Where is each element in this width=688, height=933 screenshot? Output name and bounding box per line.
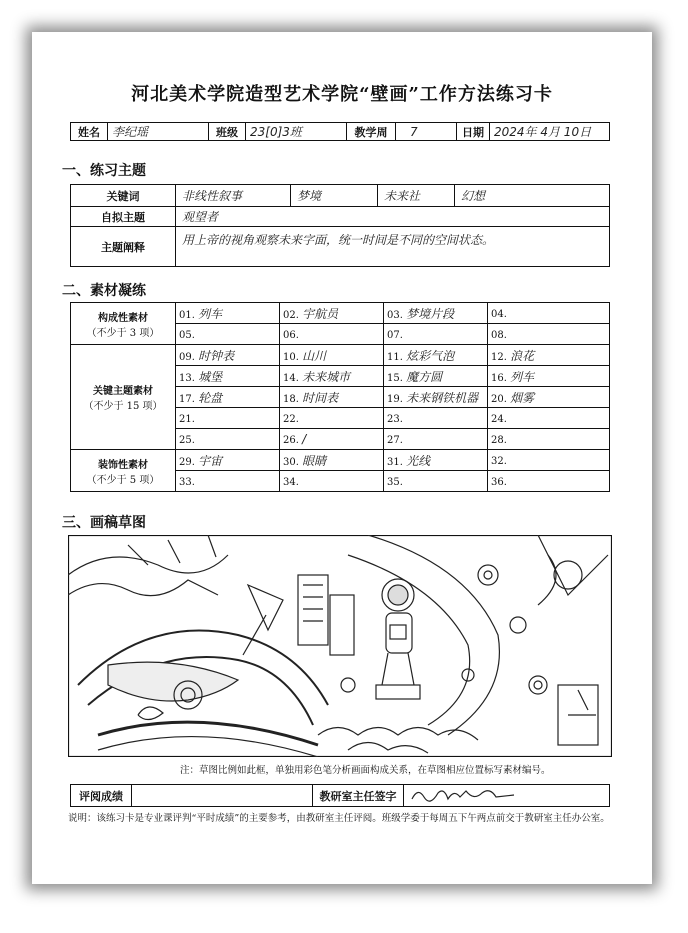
section-sketch: 三、画稿草图 xyxy=(62,515,146,531)
material-text: 时钟表 xyxy=(198,348,235,363)
material-num: 17. xyxy=(179,393,195,405)
material-num: 19. xyxy=(387,393,403,405)
material-text: 时间表 xyxy=(302,390,339,405)
material-num: 35. xyxy=(387,477,403,488)
material-text: 魔方圆 xyxy=(406,369,443,384)
material-text: 列车 xyxy=(510,369,535,384)
own-theme-label: 自拟主题 xyxy=(71,207,176,227)
material-num: 06. xyxy=(283,330,299,341)
material-cell xyxy=(176,303,280,324)
material-num: 30. xyxy=(283,456,299,468)
material-text: 列车 xyxy=(198,306,223,321)
section-material: 二、素材凝练 xyxy=(62,283,146,299)
material-num: 24. xyxy=(491,414,507,425)
material-num: 07. xyxy=(387,330,403,341)
material-num: 10. xyxy=(283,351,299,363)
material-num: 14. xyxy=(283,372,299,384)
explain-value: 用上帝的视角观察未来字面，统一时间是不同的空间状态。 xyxy=(176,227,610,267)
material-num: 32. xyxy=(491,456,507,467)
material-num: 18. xyxy=(283,393,299,405)
footer-table xyxy=(70,784,610,807)
class-value: 23[0]3班 xyxy=(246,123,347,141)
material-num: 21. xyxy=(179,414,195,425)
director-label: 教研室主任签字 xyxy=(313,785,404,807)
material-text: 浪花 xyxy=(510,348,535,363)
deco-label: 装饰性素材 xyxy=(98,459,148,471)
material-num: 13. xyxy=(179,372,195,384)
material-num: 29. xyxy=(179,456,195,468)
material-num: 05. xyxy=(179,330,195,341)
date-value: 2024年 4月 10日 xyxy=(490,123,610,141)
material-num: 26. xyxy=(283,435,299,446)
name-value: 李纪瑶 xyxy=(108,123,209,141)
material-num: 03. xyxy=(387,309,403,321)
week-label: 教学周 xyxy=(347,123,396,141)
material-cell xyxy=(488,303,610,324)
practice-card-sheet xyxy=(32,32,652,884)
structural-label-cell xyxy=(71,303,176,345)
name-label: 姓名 xyxy=(71,123,108,141)
material-cell xyxy=(384,303,488,324)
material-text: 光线 xyxy=(406,453,431,468)
material-num: 28. xyxy=(491,435,507,446)
material-text: 山川 xyxy=(302,348,327,363)
keyword-2: 梦境 xyxy=(291,185,378,207)
material-text: 炫彩气泡 xyxy=(406,348,455,363)
material-text: 梦境片段 xyxy=(406,306,455,321)
material-num: 27. xyxy=(387,435,403,446)
sketch-drawing xyxy=(68,535,612,757)
structural-sub: （不少于 3 项） xyxy=(86,327,160,339)
key-label-cell xyxy=(71,345,176,450)
material-text: 烟雾 xyxy=(510,390,535,405)
keyword-1: 非线性叙事 xyxy=(176,185,291,207)
material-num: 16. xyxy=(491,372,507,384)
footer-note: 说明：该练习卡是专业课评判“平时成绩”的主要参考，由教研室主任评阅。班级学委于每周五下午两点前交于教研室主任办公室。 xyxy=(68,813,610,824)
class-label: 班级 xyxy=(209,123,246,141)
material-num: 20. xyxy=(491,393,507,405)
structural-label: 构成性素材 xyxy=(98,312,148,324)
material-num: 36. xyxy=(491,477,507,488)
sketch-caption: 注：草图比例如此框，单独用彩色笔分析画面构成关系，在草图相应位置标写素材编号。 xyxy=(180,765,551,776)
material-num: 25. xyxy=(179,435,195,446)
material-num: 22. xyxy=(283,414,299,425)
material-num: 08. xyxy=(491,330,507,341)
grade-value xyxy=(132,785,313,807)
material-text: 未来城市 xyxy=(302,369,351,384)
material-num: 31. xyxy=(387,456,403,468)
deco-sub: （不少于 5 项） xyxy=(86,474,160,486)
material-cell xyxy=(488,324,610,345)
signature-scribble xyxy=(404,785,524,803)
section-practice-theme: 一、练习主题 xyxy=(62,163,146,179)
explain-label: 主题阐释 xyxy=(71,227,176,267)
material-cell xyxy=(280,324,384,345)
material-text: 眼睛 xyxy=(302,453,327,468)
keyword-3: 未来社 xyxy=(378,185,455,207)
keyword-label: 关键词 xyxy=(71,185,176,207)
material-num: 11. xyxy=(387,351,403,363)
material-table xyxy=(70,302,610,492)
material-num: 04. xyxy=(491,309,507,320)
material-text: 宇宙 xyxy=(198,453,223,468)
material-num: 09. xyxy=(179,351,195,363)
keyword-4: 幻想 xyxy=(455,185,610,207)
material-cell xyxy=(280,303,384,324)
material-num: 12. xyxy=(491,351,507,363)
material-num: 15. xyxy=(387,372,403,384)
material-num: 34. xyxy=(283,477,299,488)
material-num: 23. xyxy=(387,414,403,425)
card-title: 河北美术学院造型艺术学院“壁画”工作方法练习卡 xyxy=(131,84,553,105)
material-text: 未来钢铁机器 xyxy=(406,390,479,405)
material-text: 宇航员 xyxy=(302,306,339,321)
own-theme-value: 观望者 xyxy=(176,207,610,227)
key-label: 关键主题素材 xyxy=(93,386,153,397)
material-num: 01. xyxy=(179,309,195,321)
material-num: 33. xyxy=(179,477,195,488)
theme-table xyxy=(70,184,610,267)
key-sub: （不少于 15 项） xyxy=(83,401,163,412)
date-label: 日期 xyxy=(457,123,490,141)
material-cell xyxy=(384,324,488,345)
material-text: 城堡 xyxy=(198,369,223,384)
material-text: / xyxy=(302,432,307,446)
material-num: 02. xyxy=(283,309,299,321)
deco-label-cell xyxy=(71,450,176,492)
material-text: 轮盘 xyxy=(198,390,223,405)
director-signature xyxy=(404,785,610,807)
grade-label: 评阅成绩 xyxy=(71,785,132,807)
week-value: 7 xyxy=(396,123,457,141)
info-table xyxy=(70,122,610,141)
material-cell xyxy=(176,324,280,345)
